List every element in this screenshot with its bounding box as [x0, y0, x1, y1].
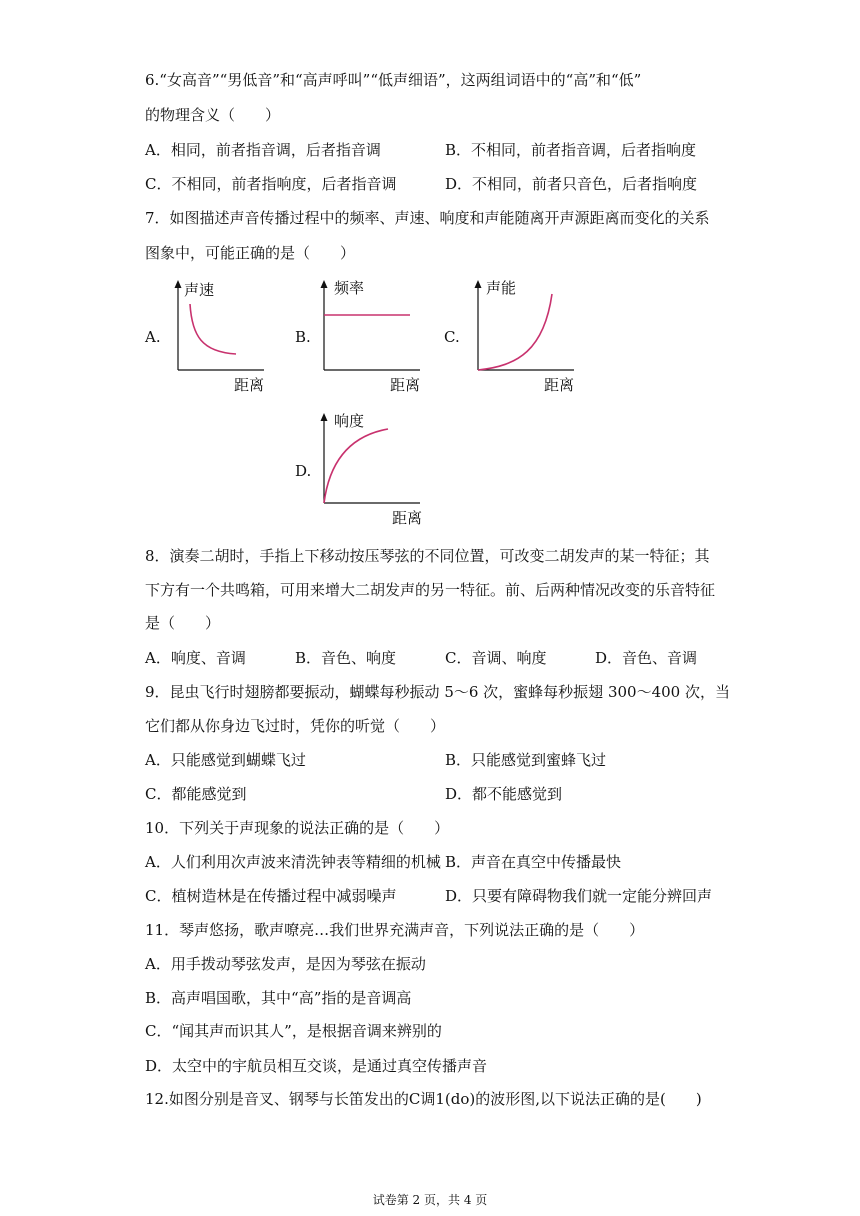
q8-option-c: C．音调、响度 [445, 649, 547, 667]
q11-option-a: A．用手拨动琴弦发声，是因为琴弦在振动 [145, 955, 426, 973]
q9-option-b: B．只能感觉到蜜蜂飞过 [445, 751, 607, 769]
q7-graph-d-xlabel: 距离 [392, 509, 423, 525]
q7-graph-b-xlabel: 距离 [390, 376, 421, 392]
q8-stem-line3: 是（ ） [145, 614, 221, 632]
q9-option-d: D．都不能感觉到 [445, 785, 563, 803]
q7-option-d-label: D. [295, 462, 312, 480]
q11-option-c: C．“闻其声而识其人”，是根据音调来辨别的 [145, 1022, 442, 1040]
q7-option-b-label: B. [295, 328, 311, 346]
q12-stem: 12.如图分别是音叉、钢琴与长笛发出的C调1(do)的波形图,以下说法正确的是( ) [145, 1090, 702, 1108]
q11-option-b: B．高声唱国歌，其中“高”指的是音调高 [145, 989, 412, 1007]
q7-graph-c [468, 278, 588, 392]
q9-option-c: C．都能感觉到 [145, 785, 247, 803]
q6-stem-line1: 6.“女高音”“男低音”和“高声呼叫”“低声细语”，这两组词语中的“高”和“低” [145, 71, 642, 89]
q10-option-c: C．植树造林是在传播过程中减弱噪声 [145, 887, 397, 905]
q7-graph-a [168, 278, 278, 392]
q7-stem-line1: 7．如图描述声音传播过程中的频率、声速、响度和声能随离开声源距离而变化的关系 [145, 209, 710, 227]
q6-stem-line2: 的物理含义（ ） [145, 106, 281, 124]
q7-graph-a-curve [190, 304, 236, 354]
q7-graph-d [314, 411, 434, 525]
q11-option-d: D．太空中的宇航员相互交谈，是通过真空传播声音 [145, 1057, 488, 1075]
q7-graph-b [314, 278, 434, 392]
q10-option-d: D．只要有障碍物我们就一定能分辨回声 [445, 887, 713, 905]
q7-graph-d-ylabel: 响度 [334, 412, 365, 430]
q7-graph-d-curve [324, 429, 388, 503]
q7-graph-b-ylabel: 频率 [334, 279, 365, 297]
q7-graph-c-ylabel: 声能 [486, 279, 517, 297]
q8-option-a: A．响度、音调 [145, 649, 246, 667]
q10-stem: 10．下列关于声现象的说法正确的是（ ） [145, 819, 450, 837]
q10-option-a: A．人们利用次声波来清洗钟表等精细的机械 [145, 853, 441, 871]
q6-option-b: B．不相同，前者指音调，后者指响度 [445, 141, 697, 159]
q8-stem-line2: 下方有一个共鸣箱，可用来增大二胡发声的另一特征。前、后两种情况改变的乐音特征 [145, 581, 716, 599]
q7-graph-c-xlabel: 距离 [544, 376, 575, 392]
q9-option-a: A．只能感觉到蝴蝶飞过 [145, 751, 306, 769]
q8-option-d: D．音色、音调 [595, 649, 698, 667]
q8-stem-line1: 8．演奏二胡时，手指上下移动按压琴弦的不同位置，可改变二胡发声的某一特征；其 [145, 547, 710, 565]
q7-option-a-label: A. [145, 328, 161, 346]
q9-stem-line1: 9．昆虫飞行时翅膀都要振动，蝴蝶每秒振动 5～6 次，蜜蜂每秒振翅 300～400 次，当 [145, 683, 730, 701]
q6-option-d: D．不相同，前者只音色，后者指响度 [445, 175, 698, 193]
q7-graph-a-xlabel: 距离 [234, 376, 265, 392]
q11-stem: 11．琴声悠扬，歌声嘹亮…我们世界充满声音，下列说法正确的是（ ） [145, 921, 645, 939]
q6-option-c: C．不相同，前者指响度，后者指音调 [145, 175, 397, 193]
q7-option-c-label: C. [444, 328, 460, 346]
page-footer: 试卷第 2 页，共 4 页 [372, 1193, 488, 1207]
q9-stem-line2: 它们都从你身边飞过时，凭你的听觉（ ） [145, 717, 446, 735]
q8-option-b: B．音色、响度 [295, 649, 397, 667]
q6-option-a: A．相同，前者指音调，后者指音调 [145, 141, 381, 159]
q10-option-b: B．声音在真空中传播最快 [445, 853, 622, 871]
q7-graph-a-ylabel: 声速 [184, 281, 215, 299]
q7-stem-line2: 图象中，可能正确的是（ ） [145, 244, 356, 262]
q7-graph-c-curve [478, 294, 552, 370]
